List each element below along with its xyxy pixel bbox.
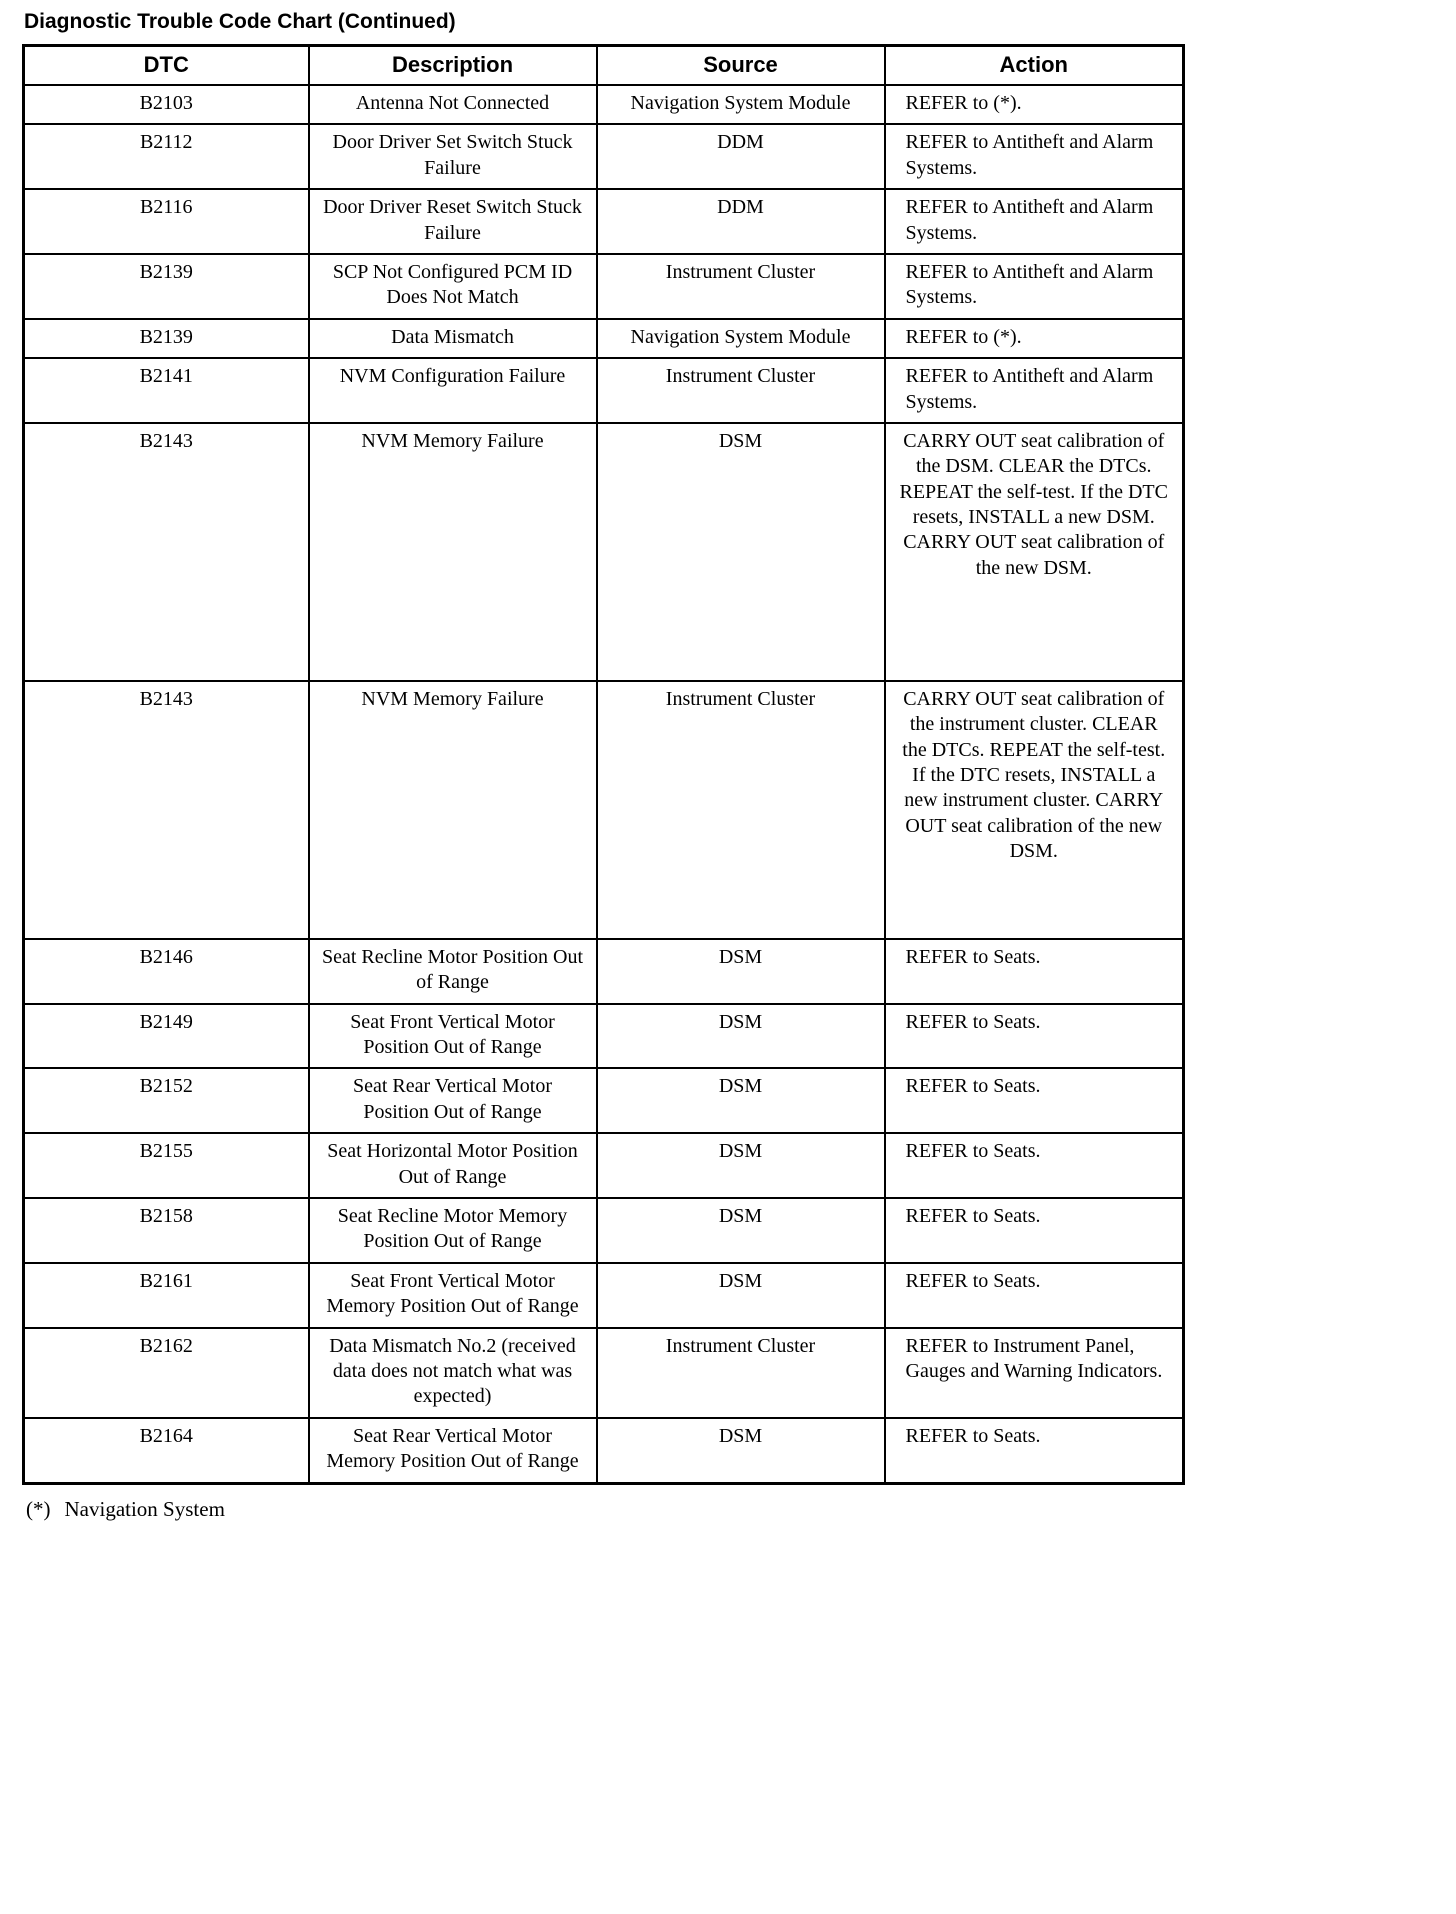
action-cell: CARRY OUT seat calibration of the instrument cluster. CLEAR the DTCs. REPEAT the self-test. If the DTC resets, INSTALL a new instrument cluster. CARRY OUT seat calibration of the new DSM.: [885, 681, 1184, 939]
table-row: [24, 1328, 1184, 1418]
source-cell: Navigation System Module: [597, 319, 885, 358]
description-cell: Seat Recline Motor Position Out of Range: [309, 939, 597, 1004]
table-row: [24, 1004, 1184, 1069]
description-cell: Seat Horizontal Motor Position Out of Range: [309, 1133, 597, 1198]
table-row: [24, 1418, 1184, 1483]
description-cell: Seat Rear Vertical Motor Position Out of Range: [309, 1068, 597, 1133]
source-cell: Instrument Cluster: [597, 358, 885, 423]
dtc-cell: B2141: [24, 358, 309, 423]
description-cell: Seat Rear Vertical Motor Memory Position Out of Range: [309, 1418, 597, 1483]
dtc-cell: B2112: [24, 124, 309, 189]
column-header-description: Description: [309, 46, 597, 86]
source-cell: DSM: [597, 1263, 885, 1328]
description-cell: NVM Configuration Failure: [309, 358, 597, 423]
dtc-cell: B2139: [24, 254, 309, 319]
table-row: [24, 124, 1184, 189]
dtc-cell: B2116: [24, 189, 309, 254]
column-header-dtc: DTC: [24, 46, 309, 86]
source-cell: DDM: [597, 189, 885, 254]
dtc-cell: B2139: [24, 319, 309, 358]
dtc-cell: B2155: [24, 1133, 309, 1198]
source-cell: DSM: [597, 1133, 885, 1198]
source-cell: DSM: [597, 1068, 885, 1133]
source-cell: DSM: [597, 423, 885, 681]
table-row: [24, 939, 1184, 1004]
dtc-cell: B2143: [24, 681, 309, 939]
source-cell: DSM: [597, 1418, 885, 1483]
source-cell: DSM: [597, 1004, 885, 1069]
dtc-cell: B2161: [24, 1263, 309, 1328]
action-cell: REFER to Seats.: [885, 1068, 1184, 1133]
dtc-cell: B2158: [24, 1198, 309, 1263]
table-row: [24, 1263, 1184, 1328]
source-cell: DDM: [597, 124, 885, 189]
description-cell: Seat Front Vertical Motor Memory Position Out of Range: [309, 1263, 597, 1328]
table-row: [24, 1133, 1184, 1198]
dtc-table: [22, 44, 1185, 1485]
table-row: [24, 1068, 1184, 1133]
description-cell: Antenna Not Connected: [309, 85, 597, 124]
page-title: Diagnostic Trouble Code Chart (Continued): [24, 10, 456, 33]
action-cell: REFER to Seats.: [885, 1133, 1184, 1198]
description-cell: NVM Memory Failure: [309, 423, 597, 681]
action-cell: REFER to Antitheft and Alarm Systems.: [885, 124, 1184, 189]
dtc-table-header: [24, 46, 1184, 86]
dtc-table-body: [24, 85, 1184, 1483]
footnote-marker: (*): [26, 1496, 51, 1521]
description-cell: Door Driver Set Switch Stuck Failure: [309, 124, 597, 189]
source-cell: Instrument Cluster: [597, 254, 885, 319]
dtc-cell: B2149: [24, 1004, 309, 1069]
description-cell: Seat Front Vertical Motor Position Out of Range: [309, 1004, 597, 1069]
source-cell: Instrument Cluster: [597, 1328, 885, 1418]
description-cell: SCP Not Configured PCM ID Does Not Match: [309, 254, 597, 319]
description-cell: Seat Recline Motor Memory Position Out of Range: [309, 1198, 597, 1263]
table-row: [24, 319, 1184, 358]
source-cell: DSM: [597, 939, 885, 1004]
column-header-action: Action: [885, 46, 1184, 86]
dtc-cell: B2164: [24, 1418, 309, 1483]
source-cell: DSM: [597, 1198, 885, 1263]
table-row: [24, 254, 1184, 319]
action-cell: REFER to Antitheft and Alarm Systems.: [885, 254, 1184, 319]
footnote-text: Navigation System: [64, 1496, 225, 1521]
table-row: [24, 189, 1184, 254]
action-cell: REFER to Seats.: [885, 1198, 1184, 1263]
dtc-cell: B2143: [24, 423, 309, 681]
description-cell: Data Mismatch: [309, 319, 597, 358]
action-cell: REFER to Seats.: [885, 1263, 1184, 1328]
action-cell: CARRY OUT seat calibration of the DSM. CLEAR the DTCs. REPEAT the self-test. If the DTC resets, INSTALL a new DSM. CARRY OUT seat calibration of the new DSM.: [885, 423, 1184, 681]
description-cell: NVM Memory Failure: [309, 681, 597, 939]
column-header-source: Source: [597, 46, 885, 86]
source-cell: Navigation System Module: [597, 85, 885, 124]
action-cell: REFER to Antitheft and Alarm Systems.: [885, 189, 1184, 254]
action-cell: REFER to Instrument Panel, Gauges and Warning Indicators.: [885, 1328, 1184, 1418]
action-cell: REFER to (*).: [885, 85, 1184, 124]
action-cell: REFER to (*).: [885, 319, 1184, 358]
table-row: [24, 85, 1184, 124]
table-row: [24, 681, 1184, 939]
action-cell: REFER to Seats.: [885, 939, 1184, 1004]
dtc-cell: B2146: [24, 939, 309, 1004]
action-cell: REFER to Seats.: [885, 1418, 1184, 1483]
description-cell: Door Driver Reset Switch Stuck Failure: [309, 189, 597, 254]
action-cell: REFER to Seats.: [885, 1004, 1184, 1069]
table-row: [24, 1198, 1184, 1263]
source-cell: Instrument Cluster: [597, 681, 885, 939]
footnote: [26, 1497, 1434, 1522]
table-row: [24, 423, 1184, 681]
header-row: [24, 46, 1184, 86]
action-cell: REFER to Antitheft and Alarm Systems.: [885, 358, 1184, 423]
dtc-cell: B2152: [24, 1068, 309, 1133]
dtc-cell: B2162: [24, 1328, 309, 1418]
table-row: [24, 358, 1184, 423]
description-cell: Data Mismatch No.2 (received data does not match what was expected): [309, 1328, 597, 1418]
dtc-cell: B2103: [24, 85, 309, 124]
